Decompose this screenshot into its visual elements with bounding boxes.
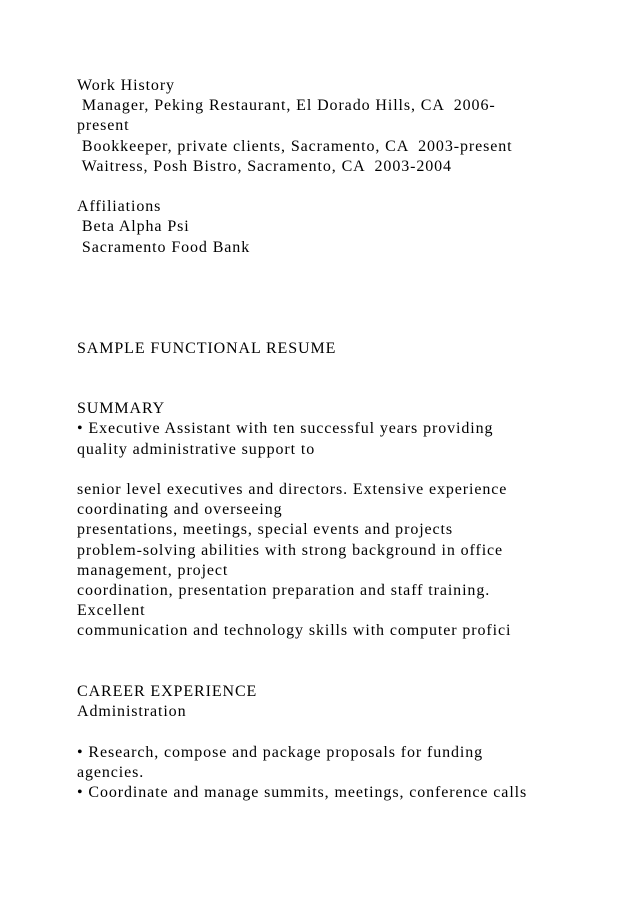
- text-line: quality administrative support to: [77, 440, 316, 458]
- text-line: communication and technology skills with computer profici: [77, 622, 512, 640]
- blank-line: [77, 359, 597, 379]
- text-line: Excellent: [77, 602, 146, 620]
- text-line: CAREER EXPERIENCE: [77, 682, 258, 700]
- text-line: Affiliations: [77, 198, 162, 216]
- text-line: coordination, presentation preparation and staff training.: [77, 581, 491, 599]
- text-line: SUMMARY: [77, 400, 166, 418]
- blank-line: [77, 460, 597, 480]
- text-line: present: [77, 117, 130, 135]
- text-line: • Research, compose and package proposals for funding: [77, 743, 484, 761]
- blank-line: [77, 642, 597, 662]
- text-line: coordinating and overseeing: [77, 501, 283, 519]
- text-line: Sacramento Food Bank: [77, 238, 251, 256]
- blank-line: [77, 379, 597, 399]
- text-line: • Coordinate and manage summits, meetings, conference calls: [77, 783, 528, 801]
- text-line: management, project: [77, 561, 229, 579]
- blank-line: [77, 662, 597, 682]
- blank-line: [77, 318, 597, 338]
- text-line: Administration: [77, 703, 187, 721]
- text-line: Waitress, Posh Bistro, Sacramento, CA 2003-2004: [77, 157, 452, 175]
- text-line: • Executive Assistant with ten successful years providing: [77, 420, 494, 438]
- blank-line: [77, 298, 597, 318]
- text-line: presentations, meetings, special events and projects: [77, 521, 454, 539]
- blank-line: [77, 278, 597, 298]
- text-line: Work History: [77, 77, 175, 94]
- blank-line: [77, 177, 597, 197]
- text-line: Beta Alpha Psi: [77, 218, 190, 236]
- text-line: agencies.: [77, 763, 145, 781]
- blank-line: [77, 722, 597, 742]
- text-line: Manager, Peking Restaurant, El Dorado Hills, CA 2006-: [77, 97, 496, 115]
- text-line: problem-solving abilities with strong background in office: [77, 541, 504, 559]
- text-line: Bookkeeper, private clients, Sacramento, CA 2003-present: [77, 137, 513, 155]
- text-line: SAMPLE FUNCTIONAL RESUME: [77, 339, 337, 357]
- blank-line: [77, 258, 597, 278]
- document-page: [77, 76, 597, 803]
- text-line: senior level executives and directors. Extensive experience: [77, 480, 508, 498]
